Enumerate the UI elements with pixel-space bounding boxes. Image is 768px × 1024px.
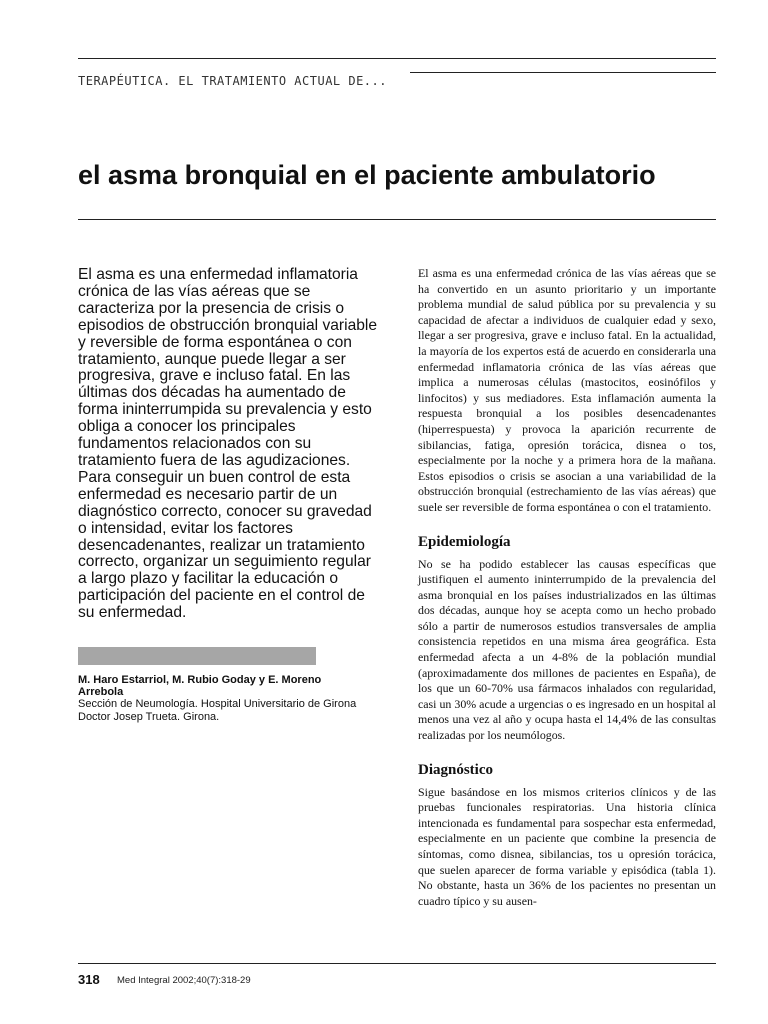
section-heading-diagnostico: Diagnóstico — [418, 761, 493, 778]
header-rule — [78, 58, 716, 59]
author-affiliation: Sección de Neumología. Hospital Universitario de Girona Doctor Josep Trueta. Girona. — [78, 698, 357, 723]
journal-citation: Med Integral 2002;40(7):318-29 — [117, 975, 251, 986]
section-text-epidemiologia: No se ha podido establecer las causas específicas que justifiquen el aumento ininterrumpido de la prevalencia del asma bronquial en los países industrializados en las últimas dos décadas, aunque hoy se acepta como un hecho probado sólo a partir de numerosos estudios transversales de amplia consistencia repetidos en una misma área geográfica. Esta enfermedad afecta a un 4-8% de la población mundial (aproximadamente dos millones de pacientes en España), de los que un 60-70% usa fármacos inhalados con regularidad, casi un 30% acude a urgencias o es ingresado en un hospital al menos una vez al año y ocupa hasta el 14,4% de las consultas realizadas por los neumólogos. — [418, 556, 716, 743]
section-heading-epidemiologia: Epidemiología — [418, 533, 511, 550]
section-kicker: TERAPÉUTICA. EL TRATAMIENTO ACTUAL DE... — [78, 74, 387, 88]
author-separator-bar — [78, 647, 316, 665]
page-number: 318 — [78, 972, 100, 987]
section-text-diagnostico: Sigue basándose en los mismos criterios clínicos y de las pruebas funcionales respiratorias. Una historia clínica intencionada es fundamental para sospechar esta enfermedad, especialmente en un paciente que combine la presencia de síntomas, como disnea, sibilancias, tos u opresión torácica, que suelen aparecer de forma variable y episódica (tabla 1). No obstante, hasta un 36% de los pacientes no presentan un cuadro típico y su ausen- — [418, 784, 716, 908]
body-column — [418, 266, 716, 909]
article-title: el asma bronquial en el paciente ambulatorio — [78, 160, 656, 190]
intro-paragraph: El asma es una enfermedad crónica de las vías aéreas que se ha convertido en un asunto prioritario y un importante problema mundial de salud pública por su prevalencia y su capacidad de afectar a individuos de cualquier edad y sexo, llegar a ser progresiva, grave e incluso fatal. En la actualidad, la mayoría de los expertos está de acuerdo en considerarla una enfermedad inflamatoria crónica de las vías aéreas que implica a numerosas células (mastocitos, eosinófilos y linfocitos) y sus mediadores. Esta inflamación aumenta la respuesta bronquial a los posibles desencadenantes (hiperrespuesta) y provoca la aparición recurrente de sibilancias, fatiga, opresión torácica, disnea o tos, especialmente por la noche y a primera hora de la mañana. Estos episodios o crisis se asocian a una variabilidad de la obstrucción bronquial (estrechamiento de las vías aéreas) que suele ser reversible de forma espontánea o con el tratamiento. — [418, 266, 716, 514]
article-abstract: El asma es una enfermedad inflamatoria crónica de las vías aéreas que se caracteriza por la presencia de crisis o episodios de obstrucción bronquial variable y reversible de forma espontánea o con tratamiento, aunque puede llegar a ser progresiva, grave e incluso fatal. En las últimas dos décadas ha aumentado de forma ininterrumpida su prevalencia y esto obliga a conocer los principales fundamentos relacionados con su tratamiento fuera de las agudizaciones. Para conseguir un buen control de esta enfermedad es necesario partir de un diagnóstico correcto, conocer su gravedad o intensidad, evitar los factores desencadenantes, realizar un tratamiento correcto, organizar un seguimiento regular a largo plazo y facilitar la educación o participación del paciente en el control de su enfermedad. — [78, 266, 378, 622]
header-accent-rule — [410, 72, 716, 73]
footer-rule — [78, 963, 716, 964]
article-authors: M. Haro Estarriol, M. Rubio Goday y E. Moreno Arrebola — [78, 674, 322, 698]
title-rule — [78, 219, 716, 220]
